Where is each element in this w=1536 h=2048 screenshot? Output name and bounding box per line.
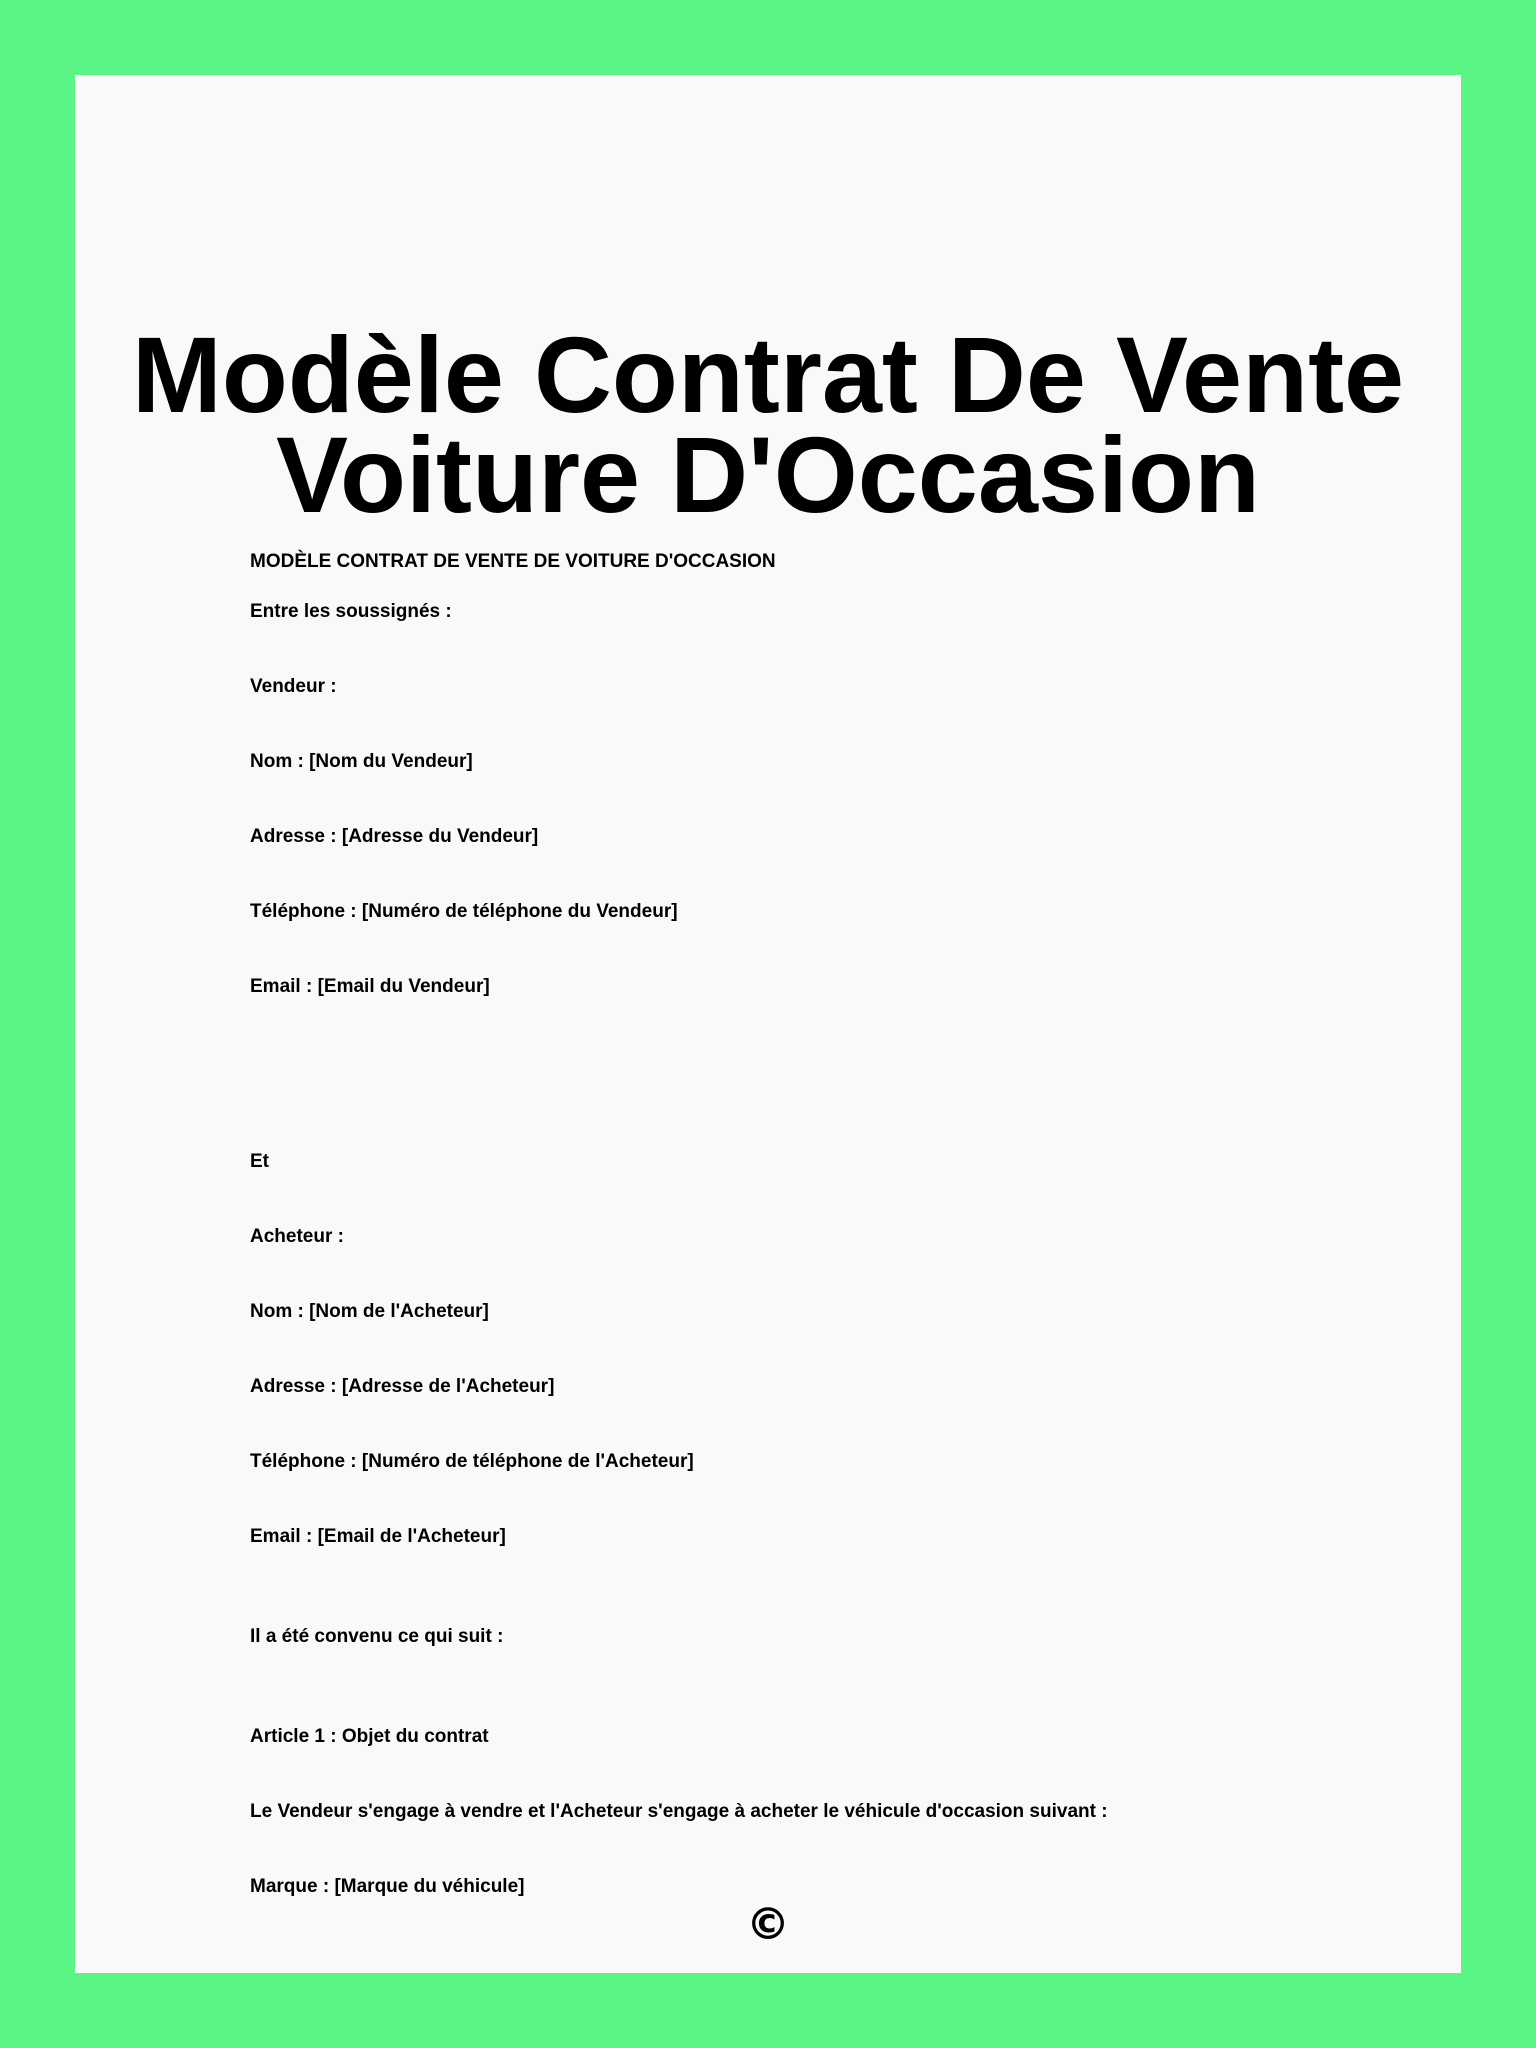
seller-address: Adresse : [Adresse du Vendeur] [250,826,539,847]
buyer-heading: Acheteur : [250,1226,344,1247]
article-1-heading: Article 1 : Objet du contrat [250,1726,489,1747]
document-title-line-1: Modèle Contrat De Vente [131,314,1405,435]
buyer-address: Adresse : [Adresse de l'Acheteur] [250,1376,555,1397]
seller-name: Nom : [Nom du Vendeur] [250,751,473,772]
buyer-phone: Téléphone : [Numéro de téléphone de l'Acheteur] [250,1451,694,1472]
document-title [75,314,1461,535]
article-1-text: Le Vendeur s'engage à vendre et l'Acheteur s'engage à acheter le véhicule d'occasion suivant : [250,1801,1108,1822]
seller-heading: Vendeur : [250,676,337,697]
buyer-name: Nom : [Nom de l'Acheteur] [250,1301,489,1322]
copyright-icon: © [746,1899,790,1950]
document-title-line-2: Voiture D'Occasion [276,414,1260,535]
document-page [75,75,1461,1973]
and-separator: Et [250,1151,269,1172]
buyer-email: Email : [Email de l'Acheteur] [250,1526,506,1547]
seller-email: Email : [Email du Vendeur] [250,976,490,997]
parties-intro: Entre les soussignés : [250,601,452,622]
contract-heading: MODÈLE CONTRAT DE VENTE DE VOITURE D'OCCASION [250,551,776,572]
seller-phone: Téléphone : [Numéro de téléphone du Vendeur] [250,901,678,922]
vehicle-brand: Marque : [Marque du véhicule] [250,1876,525,1897]
agreement-intro: Il a été convenu ce qui suit : [250,1626,504,1647]
